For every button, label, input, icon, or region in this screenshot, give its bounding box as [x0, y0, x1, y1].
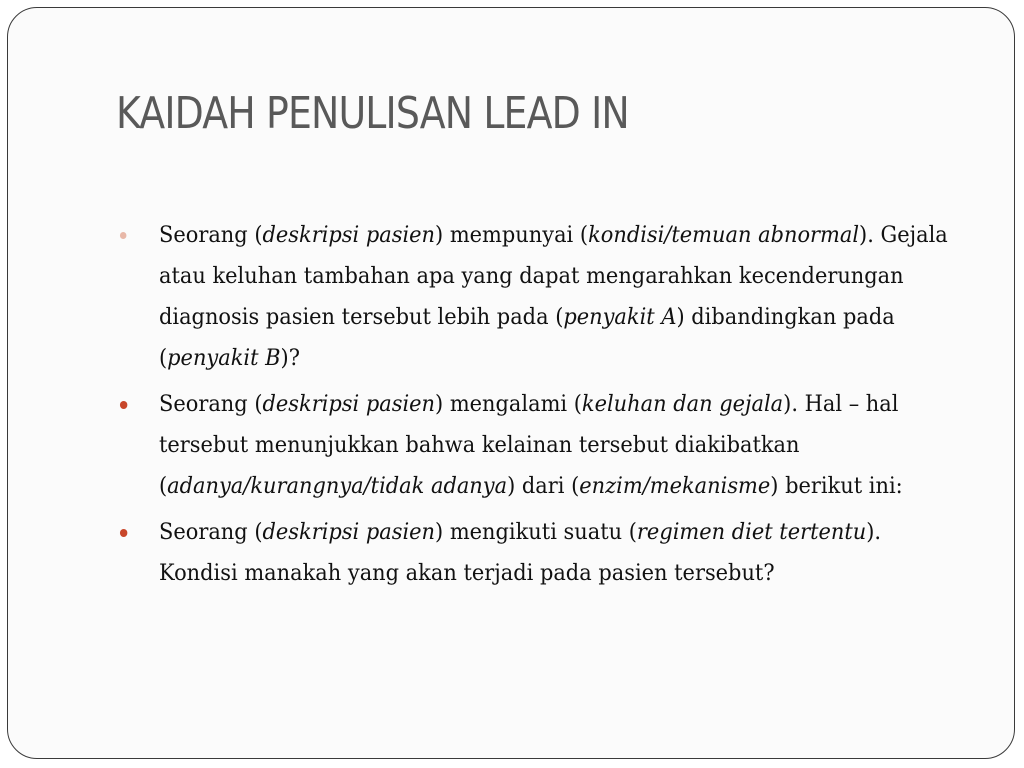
text-segment: Seorang (: [159, 391, 263, 417]
text-segment: ). Gejala atau keluhan tambahan apa yang dapat mengarahkan kecenderungan diagnosis pasien tersebut lebih pada (: [159, 222, 948, 330]
placeholder-text: adanya/kurangnya/tidak adanya: [167, 473, 508, 499]
text-segment: ) dibandingkan pada (: [159, 304, 895, 371]
placeholder-text: deskripsi pasien: [262, 519, 436, 545]
placeholder-text: kondisi/temuan abnormal: [588, 222, 860, 248]
placeholder-text: regimen diet tertentu: [636, 519, 867, 545]
text-segment: ) dari (: [507, 473, 580, 499]
placeholder-text: penyakit B: [167, 345, 281, 371]
bullet-dot-icon: [120, 529, 127, 537]
bullet-item-1: [159, 215, 950, 379]
text-segment: Seorang (: [159, 519, 263, 545]
text-segment: ) mengikuti suatu (: [435, 519, 637, 545]
text-segment: )?: [280, 345, 300, 371]
text-segment: ). Hal – hal tersebut menunjukkan bahwa kelainan tersebut diakibatkan (: [159, 391, 899, 499]
placeholder-text: keluhan dan gejala: [581, 391, 784, 417]
bullet-list: [159, 215, 959, 599]
slide-title: KAIDAH PENULISAN LEAD IN: [116, 88, 629, 139]
text-segment: ). Kondisi manakah yang akan terjadi pada pasien tersebut?: [159, 519, 882, 586]
text-segment: ) mengalami (: [435, 391, 582, 417]
bullet-dot-icon: [120, 232, 127, 239]
text-segment: ) mempunyai (: [435, 222, 589, 248]
bullet-item-3: [159, 512, 950, 594]
text-segment: Seorang (: [159, 222, 263, 248]
bullet-dot-icon: [120, 401, 127, 409]
text-segment: ) berikut ini:: [770, 473, 903, 499]
placeholder-text: penyakit A: [563, 304, 677, 330]
bullet-item-2: [159, 384, 950, 507]
placeholder-text: deskripsi pasien: [262, 391, 436, 417]
placeholder-text: deskripsi pasien: [262, 222, 436, 248]
slide-frame: [7, 7, 1015, 759]
placeholder-text: enzim/mekanisme: [579, 473, 771, 499]
